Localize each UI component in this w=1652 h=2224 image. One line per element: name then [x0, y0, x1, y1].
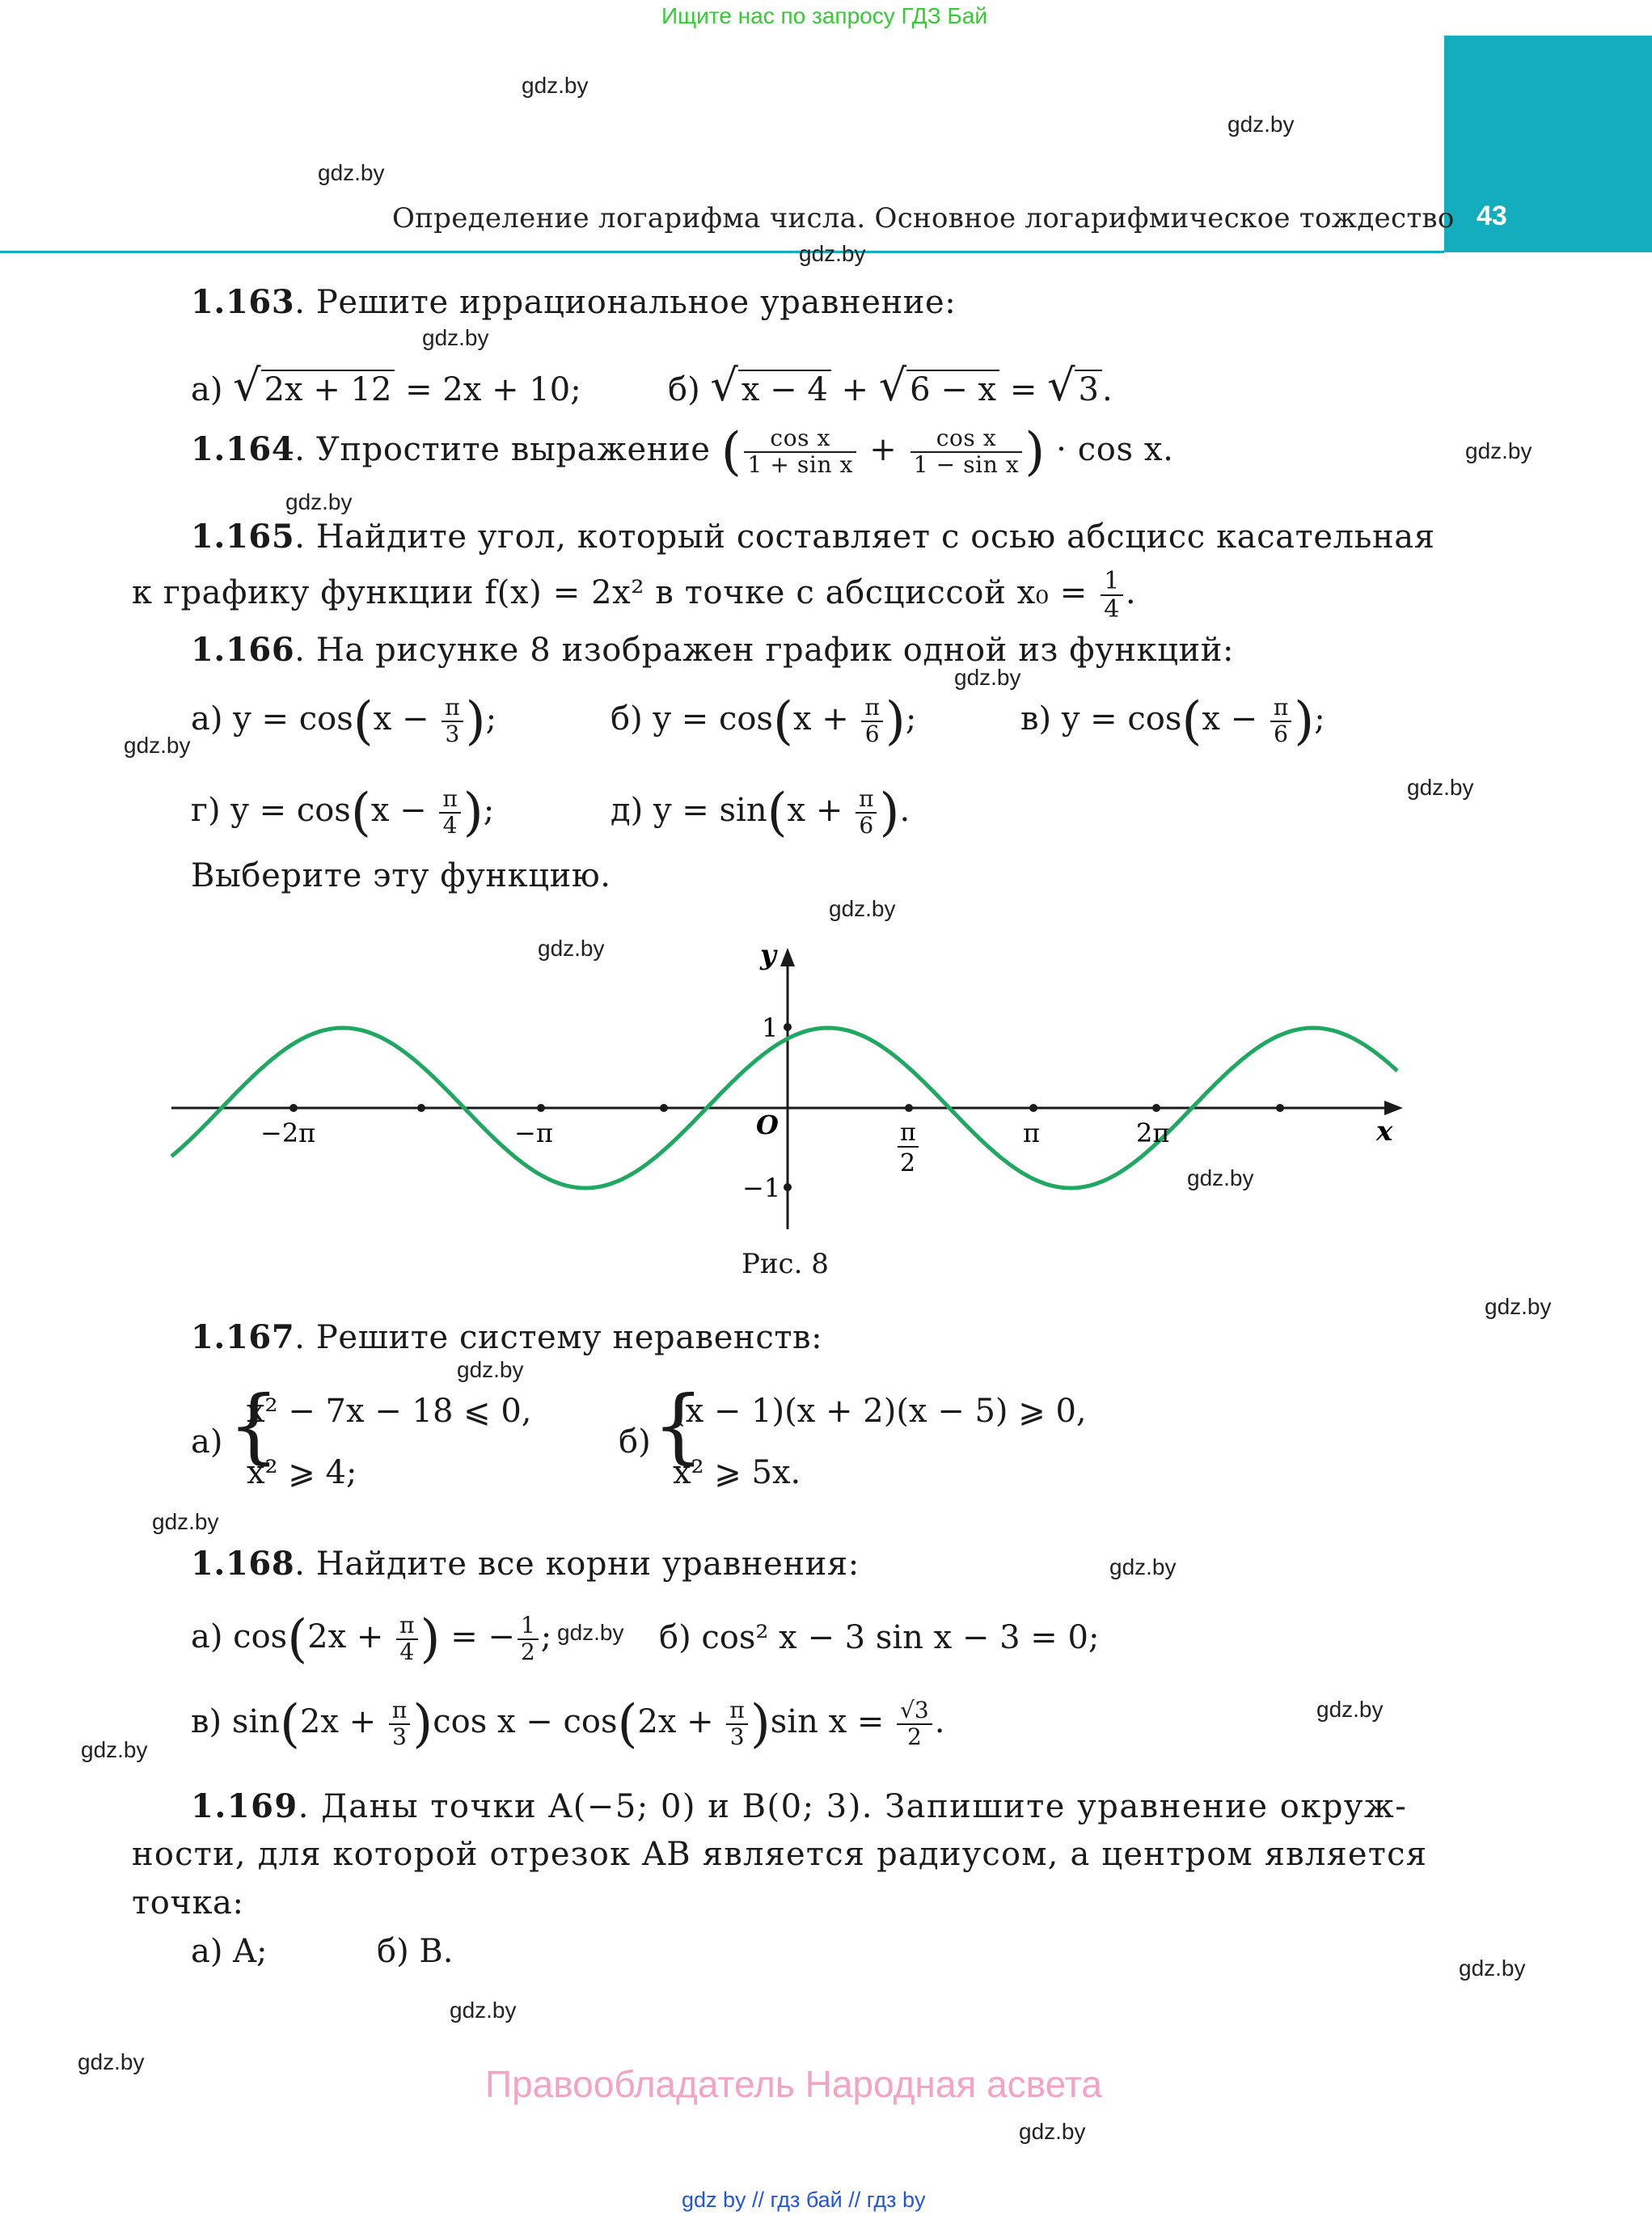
tick-dot [905, 1104, 913, 1112]
choose-function-text: Выберите эту функцию. [191, 857, 611, 894]
option-d: г) y = cos(x − $\frac{\pi}{4}$ ); [191, 783, 495, 843]
function-name: y = cos [233, 700, 353, 738]
problem-number: 1.164 [191, 430, 295, 468]
radicand: 3 [1075, 370, 1101, 408]
option-b: б) y = cos(x + $\frac{\pi}{6}$ ); [611, 691, 917, 751]
watermark: gdz.by [124, 733, 191, 758]
watermark: gdz.by [422, 325, 489, 350]
problem-number: 1.167 [191, 1318, 295, 1356]
argument: 2x + [307, 1618, 395, 1655]
fraction-denominator: 4 [442, 812, 458, 839]
punctuation: ; [485, 700, 497, 738]
tick-dot [1152, 1104, 1160, 1112]
watermark: gdz.by [78, 2049, 145, 2074]
item-label: б) [668, 371, 700, 408]
watermark: gdz.by [954, 665, 1021, 690]
punctuation: . [934, 1703, 945, 1740]
tick-label-minus-one: −1 [742, 1173, 781, 1203]
page-number: 43 [1477, 201, 1507, 231]
item-label: д) [611, 792, 644, 829]
problem-1-168: 1.168. Найдите все корни уравнения: [191, 1545, 860, 1583]
fraction-denominator: 4 [399, 1638, 415, 1665]
problem-text: Даны точки A(−5; 0) и B(0; 3). Запишите уравнение окруж- [321, 1788, 1408, 1825]
fraction-denominator: 2 [520, 1638, 535, 1665]
problem-number: 1.169 [191, 1787, 298, 1825]
tick-dot [417, 1104, 425, 1112]
problem-1-166: 1.166. На рисунке 8 изображен график одной из функций: [191, 631, 1235, 669]
option-a: а) y = cos(x − $\frac{\pi}{3}$ ); [191, 691, 497, 751]
fraction-numerator: 1 [1101, 568, 1123, 596]
tick-dot [660, 1104, 668, 1112]
problem-1-168-b [659, 1619, 1099, 1656]
watermark: gdz.by [557, 1620, 624, 1645]
fraction-numerator: π [439, 787, 460, 814]
system-brace: { [653, 1378, 704, 1473]
watermark: gdz.by [285, 489, 353, 514]
item-label: а) [191, 371, 223, 408]
inequality: x² ⩾ 5x. [673, 1454, 801, 1491]
item-label: б) [611, 700, 643, 738]
tick-dot [537, 1104, 545, 1112]
watermark: gdz.by [1485, 1294, 1552, 1319]
watermark: gdz.by [829, 896, 896, 921]
watermark: gdz.by [1109, 1554, 1177, 1579]
problem-text: Найдите все корни уравнения: [315, 1545, 860, 1583]
fraction-numerator: π [442, 696, 463, 722]
option-c: в) y = cos(x − $\frac{\pi}{6}$ ); [1020, 691, 1325, 751]
fraction-numerator: π [396, 1613, 417, 1640]
problem-1-163: 1.163. Решите иррациональное уравнение: [191, 283, 957, 321]
fraction-numerator: π [726, 1698, 747, 1725]
fraction-denominator: 6 [864, 721, 880, 747]
radicand: 6 − x [906, 370, 999, 408]
item-label: а) [191, 1423, 223, 1461]
problem-1-169: 1.169. Даны точки A(−5; 0) и B(0; 3). Запишите уравнение окруж- [191, 1787, 1408, 1825]
function-name: y = sin [653, 792, 767, 829]
item-label: в) [1020, 700, 1052, 738]
punctuation: ; [483, 792, 495, 829]
operator: + [858, 431, 908, 468]
fraction-numerator: 1 [518, 1613, 539, 1640]
tick-label-two-pi: 2π [1136, 1118, 1170, 1148]
tick-dot [784, 1023, 792, 1031]
header-rule [0, 251, 1444, 253]
item-label: б) [619, 1423, 651, 1461]
fraction-denominator: 3 [729, 1723, 745, 1750]
tick-label-half-pi-den: 2 [900, 1149, 916, 1178]
watermark: gdz.by [152, 1509, 219, 1534]
system-brace: { [228, 1378, 280, 1473]
fraction-denominator: 3 [445, 721, 460, 747]
item-label: б) [659, 1619, 691, 1656]
problem-1-169-line3: точка: [132, 1884, 244, 1922]
punctuation: ; [1314, 700, 1325, 738]
problem-1-165-line2 [132, 568, 1136, 623]
tick-label-one: 1 [762, 1013, 779, 1043]
inequality: x² ⩾ 4; [247, 1454, 357, 1491]
problem-number: 1.166 [191, 631, 295, 669]
argument: x + [787, 792, 854, 829]
fraction-denominator: 2 [907, 1723, 922, 1750]
punctuation: ; [905, 700, 917, 738]
function-name: y = cos [1061, 700, 1182, 738]
problem-1-163-a: а) √ 2x + 12 = 2x + 10; [191, 360, 581, 411]
problem-number: 1.168 [191, 1545, 295, 1583]
figure-caption: Рис. 8 [741, 1248, 829, 1280]
top-banner[interactable]: Ищите нас по запросу ГДЗ Бай [661, 3, 988, 28]
fraction-numerator: π [1270, 696, 1291, 722]
fraction-denominator: 1 − sin x [913, 451, 1020, 478]
expression: sin x = [770, 1703, 895, 1740]
tick-dot [289, 1104, 298, 1112]
item-label: в) [191, 1703, 222, 1740]
punctuation: . [899, 792, 911, 829]
watermark: gdz.by [1227, 112, 1295, 137]
inequality: (x − 1)(x + 2)(x − 5) ⩾ 0, [673, 1393, 1087, 1430]
fraction-numerator: π [856, 787, 877, 814]
item-label: г) [191, 792, 221, 829]
problem-text: Найдите угол, который составляет с осью абсцисс касательная [315, 518, 1435, 556]
watermark: gdz.by [799, 241, 866, 266]
page-number-tab [1444, 36, 1652, 252]
radicand: x − 4 [738, 370, 831, 408]
fraction-numerator: cos x [744, 426, 856, 453]
expression: cos x − cos [433, 1703, 618, 1740]
item-label: а) [191, 700, 223, 738]
operator: = [999, 371, 1048, 408]
watermark: gdz.by [1187, 1165, 1254, 1190]
item-label: а) [191, 1618, 223, 1655]
problem-1-169-line2: ности, для которой отрезок AB является радиусом, а центром является [132, 1836, 1428, 1873]
fraction-denominator: 4 [1104, 595, 1120, 624]
fraction-numerator: π [861, 696, 882, 722]
function-name: sin [231, 1703, 280, 1740]
problem-1-163-b: б) √ x − 4 + √ 6 − x = √ 3 . [668, 360, 1113, 411]
watermark: gdz.by [1459, 1956, 1526, 1981]
tick-dot [1029, 1104, 1037, 1112]
argument: x + [792, 700, 860, 738]
watermark: gdz.by [1407, 775, 1474, 800]
watermark: gdz.by [81, 1737, 148, 1762]
function-name: cos [233, 1618, 288, 1655]
fraction-denominator: 6 [1274, 721, 1288, 747]
function-name: y = cos [653, 700, 773, 738]
tick-label-pi: π [1023, 1118, 1041, 1148]
fraction-denominator: 1 + sin x [747, 451, 853, 478]
inequality: x² − 7x − 18 ⩽ 0, [247, 1393, 532, 1430]
argument: x − [370, 792, 437, 829]
problem-text: На рисунке 8 изображен график одной из функций: [315, 632, 1235, 669]
watermark: gdz.by [538, 936, 605, 961]
problem-1-167: 1.167. Решите систему неравенств: [191, 1318, 823, 1356]
problem-1-165: 1.165. Найдите угол, который составляет с осью абсцисс касательная [191, 518, 1435, 556]
fraction-numerator: π [389, 1698, 410, 1725]
fraction-denominator: 3 [392, 1723, 407, 1750]
argument: x − [373, 700, 440, 738]
fraction-numerator: cos x [911, 426, 1023, 453]
watermark: gdz.by [450, 1998, 517, 2023]
problem-number: 1.165 [191, 518, 295, 556]
punctuation: . [1125, 574, 1137, 611]
problem-1-164: 1.164. Упростите выражение ( $\frac{\text{cos x}}{\text{1 + sin x}}$ + $\frac{\text{cos x}}{\text{1 − sin x}}$ ) · cos x. [191, 422, 1174, 482]
tick-label-half-pi-num: π [900, 1118, 916, 1147]
tick-dot [784, 1183, 792, 1191]
problem-1-168-c: в) sin(2x + $\frac{\pi}{3}$ )cos x − cos(2x + $\frac{\pi}{3}$ )sin x = $\frac{√3}{2}$ . [191, 1694, 945, 1754]
radicand: 2x + 12 [261, 370, 395, 408]
y-axis-label: y [760, 939, 776, 971]
equation-right: = 2x + 10; [395, 371, 581, 408]
expression-tail: · cos x. [1056, 431, 1174, 468]
watermark: gdz.by [522, 73, 589, 98]
problem-text: Решите систему неравенств: [315, 1319, 823, 1356]
problem-text: к графику функции f(x) = 2x² в точке с абсциссой x₀ = [132, 574, 1099, 611]
operator: = − [440, 1618, 515, 1655]
fraction-denominator: 6 [859, 812, 874, 839]
punctuation: ; [540, 1618, 552, 1655]
tick-dot [1276, 1104, 1284, 1112]
option-e: д) y = sin(x + $\frac{\pi}{6}$ ). [611, 783, 911, 843]
problem-1-168-a: а) cos(2x + $\frac{\pi}{4}$ ) = − $\frac{1}{2}$ ; [191, 1609, 552, 1669]
y-axis-arrow [780, 948, 795, 966]
function-graph [162, 930, 1423, 1237]
punctuation: . [1101, 371, 1113, 408]
watermark: gdz.by [1316, 1697, 1384, 1722]
problem-1-169-a: а) A; [191, 1933, 268, 1970]
argument: 2x + [299, 1703, 387, 1740]
problem-text: Решите иррациональное уравнение: [315, 284, 957, 321]
operator: + [830, 371, 879, 408]
section-title: Определение логарифма числа. Основное логарифмическое тождество [392, 202, 1455, 235]
problem-1-169-b: б) B. [377, 1933, 454, 1970]
problem-number: 1.163 [191, 283, 295, 321]
argument: x − [1202, 700, 1268, 738]
equation: cos² x − 3 sin x − 3 = 0; [701, 1619, 1100, 1656]
copyright-owner: Правообладатель Народная асвета [485, 2063, 1102, 2105]
watermark: gdz.by [457, 1357, 524, 1382]
x-axis-arrow [1384, 1101, 1403, 1115]
tick-label-minus-two-pi: −2π [260, 1118, 316, 1148]
tick-label-minus-pi: −π [514, 1118, 553, 1148]
argument: 2x + [637, 1703, 725, 1740]
fraction-numerator: √3 [897, 1698, 932, 1725]
watermark: gdz.by [1465, 438, 1532, 463]
x-axis-label: x [1376, 1115, 1393, 1148]
watermark: gdz.by [318, 160, 385, 185]
origin-label: O [756, 1110, 779, 1140]
problem-text: Упростите выражение [315, 431, 711, 468]
bottom-links[interactable]: gdz by // гдз бай // гдз by [682, 2188, 926, 2212]
function-name: y = cos [230, 792, 351, 829]
watermark: gdz.by [1019, 2119, 1086, 2144]
